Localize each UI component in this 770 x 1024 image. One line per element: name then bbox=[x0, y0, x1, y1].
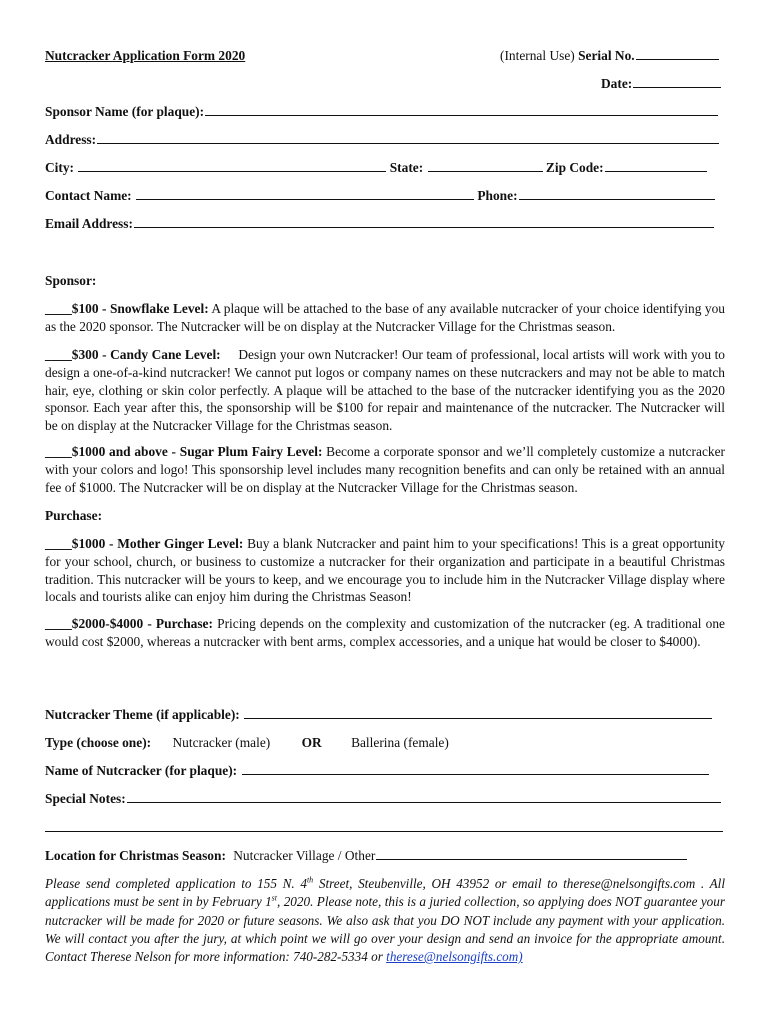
sponsor-name-field[interactable] bbox=[45, 104, 718, 120]
email-field[interactable] bbox=[45, 216, 714, 232]
level-description: A plaque will be attached to the base of any available nutcracker of your choice identifying you as the 2020 sponsor. The Nutcracker will be on display at the Nutcracker Village for the Christmas season. bbox=[45, 301, 725, 334]
special-notes-field[interactable] bbox=[45, 791, 721, 807]
instructions-part-2: Street, Steubenville, OH 43952 or email to therese@nelsongifts.com . All applications must be sent in by February 1 bbox=[45, 876, 725, 910]
level-title: $2000-$4000 - Purchase: bbox=[71, 616, 213, 631]
location-line bbox=[376, 848, 687, 860]
choice-blank: ____ bbox=[45, 444, 72, 459]
level-title: $1000 - Mother Ginger Level: bbox=[71, 536, 244, 551]
address-line bbox=[97, 132, 719, 144]
date-field[interactable] bbox=[601, 76, 721, 92]
state-field[interactable] bbox=[390, 160, 543, 175]
internal-use-label: (Internal Use) bbox=[500, 48, 575, 63]
zip-field[interactable] bbox=[546, 160, 707, 175]
type-option-female[interactable]: Ballerina (female) bbox=[351, 735, 449, 750]
theme-field[interactable] bbox=[45, 707, 712, 723]
special-notes-line-2[interactable] bbox=[45, 820, 723, 836]
submission-instructions bbox=[45, 875, 725, 966]
choice-blank: ____ bbox=[45, 536, 72, 551]
location-value: Nutcracker Village / Other bbox=[233, 848, 376, 863]
city-state-zip-row bbox=[45, 160, 707, 176]
state-line bbox=[428, 160, 543, 172]
nutcracker-name-field[interactable] bbox=[45, 763, 709, 779]
instructions-part-1: Please send completed application to 155 N. 4 bbox=[45, 876, 307, 891]
sponsor-heading: Sponsor: bbox=[45, 273, 97, 288]
location-label: Location for Christmas Season: bbox=[45, 848, 226, 863]
purchase-level-mother-ginger[interactable] bbox=[45, 535, 725, 606]
special-notes-line bbox=[127, 791, 721, 803]
state-label: State: bbox=[389, 160, 424, 175]
city-line bbox=[78, 160, 386, 172]
ordinal-suffix: th bbox=[306, 875, 314, 885]
instructions-part-3: , 2020. Please note, this is a juried collection, so applying does NOT guarantee your nutcracker will be made for 2020 or future seasons. We also ask that you DO NOT include any payment with your application. We will contact you after the jury, at which point we will go over your design and send an invoice for the appropriate amount. Contact Therese Nelson for more information: 740-282-5334 or bbox=[45, 894, 725, 965]
type-or: OR bbox=[301, 735, 322, 750]
contact-name-label: Contact Name: bbox=[45, 188, 132, 203]
level-description: Become a corporate sponsor and we’ll completely customize a nutcracker with your colors and logo! This sponsorship level includes many recognition benefits and can only be retained with an annual fee of $1000. The Nutcracker will be on display at the Nutcracker Village for the Christmas season. bbox=[45, 444, 725, 495]
city-label: City: bbox=[45, 160, 75, 175]
choice-blank: ____ bbox=[45, 616, 72, 631]
serial-label: Serial No. bbox=[578, 48, 635, 63]
choice-blank: ____ bbox=[45, 347, 72, 362]
city-field[interactable] bbox=[45, 160, 386, 175]
level-title: $1000 and above - Sugar Plum Fairy Level: bbox=[71, 444, 323, 459]
theme-label: Nutcracker Theme (if applicable): bbox=[45, 707, 240, 722]
phone-field[interactable] bbox=[477, 188, 714, 203]
type-label: Type (choose one): bbox=[45, 735, 152, 750]
address-label: Address: bbox=[45, 132, 97, 147]
form-title: Nutcracker Application Form 2020 bbox=[45, 48, 246, 63]
sponsor-level-candy-cane[interactable] bbox=[45, 346, 725, 435]
sponsor-level-sugar-plum[interactable] bbox=[45, 443, 725, 496]
email-label: Email Address: bbox=[45, 216, 133, 231]
type-field bbox=[45, 735, 449, 751]
theme-line bbox=[244, 707, 712, 719]
level-title: $300 - Candy Cane Level: bbox=[71, 347, 221, 362]
purchase-level-custom[interactable] bbox=[45, 615, 725, 651]
notes-extra-line bbox=[45, 820, 723, 832]
sponsor-name-label: Sponsor Name (for plaque): bbox=[45, 104, 205, 119]
nutcracker-name-line bbox=[242, 763, 709, 775]
location-field[interactable] bbox=[45, 848, 687, 864]
choice-blank: ____ bbox=[45, 301, 72, 316]
level-title: $100 - Snowflake Level: bbox=[71, 301, 209, 316]
sponsor-name-line bbox=[205, 104, 718, 116]
level-description: Buy a blank Nutcracker and paint him to your specifications! This is a great opportunity for your school, church, or business to customize a nutcracker for their organization and participate in a beautiful Christmas tradition. This nutcracker will be yours to keep, and we encourage you to include him in the Nutcracker Village display where locals and tourists alike can enjoy him during the Christmas Season! bbox=[45, 536, 725, 605]
contact-name-field[interactable] bbox=[45, 188, 474, 203]
purchase-heading: Purchase: bbox=[45, 508, 103, 523]
phone-line bbox=[519, 188, 715, 200]
level-description: Pricing depends on the complexity and customization of the nutcracker (eg. A traditional one would cost $2000, whereas a nutcracker with bent arms, complex accessories, and a unique hat would be closer to $4000). bbox=[45, 616, 725, 649]
contact-name-line bbox=[136, 188, 474, 200]
zip-label: Zip Code: bbox=[545, 160, 604, 175]
email-line bbox=[134, 216, 714, 228]
date-label: Date: bbox=[601, 76, 633, 91]
ordinal-suffix: st bbox=[271, 893, 278, 903]
date-line bbox=[633, 76, 721, 88]
phone-label: Phone: bbox=[477, 188, 518, 203]
type-option-male[interactable]: Nutcracker (male) bbox=[172, 735, 271, 750]
zip-line bbox=[605, 160, 707, 172]
contact-phone-row bbox=[45, 188, 715, 204]
sponsor-level-snowflake[interactable] bbox=[45, 300, 725, 336]
email-link[interactable]: therese@nelsongifts.com) bbox=[386, 949, 523, 965]
serial-number-field[interactable] bbox=[500, 48, 719, 64]
nutcracker-name-label: Name of Nutcracker (for plaque): bbox=[45, 763, 238, 778]
address-field[interactable] bbox=[45, 132, 719, 148]
level-description: Design your own Nutcracker! Our team of professional, local artists will work with you to design a one-of-a-kind nutcracker! We cannot put logos or company names on these nutcrackers and may not be able to match hair, eye, clothing or skin color perfectly. A plaque will be attached to the base of the nutcracker identifying you as the 2020 sponsor. Each year after this, the sponsorship will be $100 for repair and maintenance of the nutcracker. The Nutcracker will be on display at the Nutcracker Village for the Christmas season. bbox=[45, 347, 725, 434]
special-notes-label: Special Notes: bbox=[45, 791, 126, 806]
serial-line bbox=[636, 48, 719, 60]
